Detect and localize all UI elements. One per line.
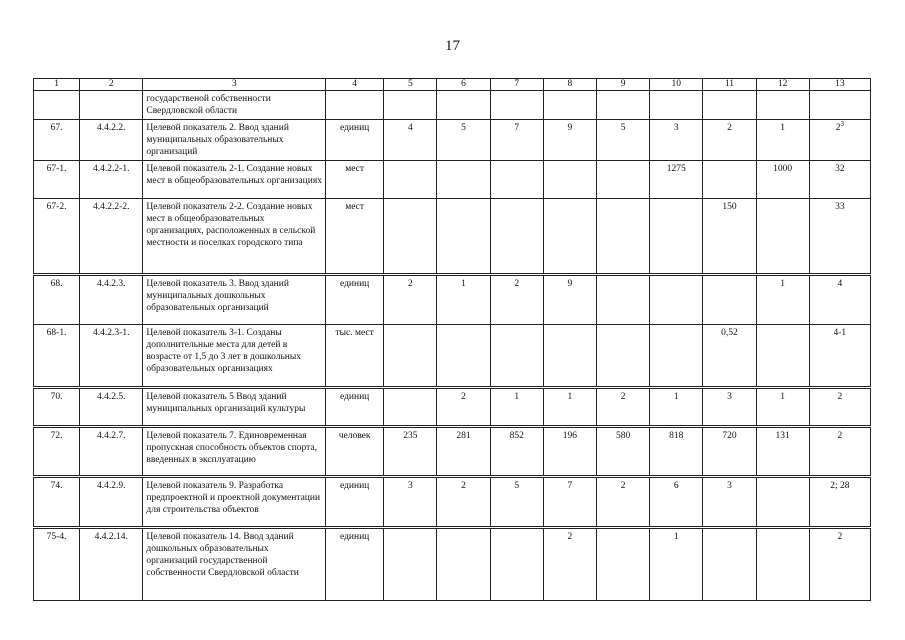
row-number-cell: 68. [34,275,80,325]
value-cell [703,275,756,325]
value-cell [756,477,809,528]
row-number-cell: 68-1. [34,325,80,388]
table-row [34,388,871,427]
value-cell [596,528,649,601]
row-number-cell [34,91,80,120]
value-cell [756,199,809,275]
value-cell [809,91,870,120]
value-cell [703,161,756,199]
unit-cell: мест [326,161,384,199]
value-cell [543,91,596,120]
column-number-cell: 13 [809,79,870,91]
indicator-name-cell: Целевой показатель 9. Разработка предпроектной и проектной документации для строительства объектов [143,477,326,528]
value-cell: 1 [490,388,543,427]
value-cell [596,91,649,120]
code-cell: 4.4.2.5. [80,388,143,427]
value-cell [490,528,543,601]
column-number-cell: 11 [703,79,756,91]
value-cell: 580 [596,427,649,477]
value-cell: 1 [650,528,703,601]
unit-cell: единиц [326,120,384,161]
code-cell: 4.4.2.2. [80,120,143,161]
row-number-cell: 74. [34,477,80,528]
unit-cell: единиц [326,477,384,528]
value-cell: 196 [543,427,596,477]
value-cell: 2; 28 [809,477,870,528]
value-cell: 1 [543,388,596,427]
unit-cell: человек [326,427,384,477]
column-number-cell: 2 [80,79,143,91]
value-cell: 1 [756,388,809,427]
value-cell [384,388,437,427]
column-number-cell: 10 [650,79,703,91]
code-cell: 4.4.2.2-2. [80,199,143,275]
code-cell: 4.4.2.2-1. [80,161,143,199]
value-cell [650,275,703,325]
unit-cell: мест [326,199,384,275]
code-cell: 4.4.2.3-1. [80,325,143,388]
value-cell [543,325,596,388]
value-cell [543,161,596,199]
value-cell: 1 [650,388,703,427]
unit-cell: тыс. мест [326,325,384,388]
value-cell [437,91,490,120]
value-cell [596,161,649,199]
value-cell: 4 [384,120,437,161]
value-cell [650,325,703,388]
indicator-name-cell: Целевой показатель 3-1. Созданы дополнительные места для детей в возрасте от 1,5 до 3 лет в дошкольных образовательных организациях [143,325,326,388]
value-cell: 2 [543,528,596,601]
value-cell: 1 [756,275,809,325]
value-cell [756,325,809,388]
row-number-cell: 70. [34,388,80,427]
value-cell [384,325,437,388]
value-cell [384,91,437,120]
column-number-cell: 9 [596,79,649,91]
value-cell: 1 [756,120,809,161]
column-number-cell: 12 [756,79,809,91]
value-cell: 150 [703,199,756,275]
indicators-table [33,78,871,601]
value-cell: 5 [437,120,490,161]
value-cell [543,199,596,275]
table-row [34,199,871,275]
table-row [34,477,871,528]
indicator-name-cell: Целевой показатель 2. Ввод зданий муниципальных образовательных организаций [143,120,326,161]
value-cell: 2 [384,275,437,325]
value-cell: 9 [543,275,596,325]
indicator-name-cell: Целевой показатель 2-1. Создание новых мест в общеобразовательных организациях [143,161,326,199]
unit-cell [326,91,384,120]
value-cell: 2 [596,388,649,427]
value-cell: 3 [384,477,437,528]
column-number-cell: 5 [384,79,437,91]
indicator-name-cell: Целевой показатель 3. Ввод зданий муниципальных дошкольных образовательных организаций [143,275,326,325]
value-cell [437,199,490,275]
column-number-cell: 6 [437,79,490,91]
value-cell: 1275 [650,161,703,199]
value-cell: 2 [809,427,870,477]
value-cell: 3 [650,120,703,161]
value-cell: 2 [490,275,543,325]
table-row [34,427,871,477]
value-cell: 4 [809,275,870,325]
value-cell [703,528,756,601]
value-cell: 33 [809,199,870,275]
indicator-name-cell: государственой собственности Свердловской области [143,91,326,120]
value-cell: 7 [490,120,543,161]
column-number-cell: 4 [326,79,384,91]
indicator-name-cell: Целевой показатель 14. Ввод зданий дошкольных образовательных организаций государственной собственности Свердловской области [143,528,326,601]
value-cell [384,528,437,601]
column-number-cell: 8 [543,79,596,91]
value-cell: 3 [703,477,756,528]
value-cell [596,199,649,275]
row-number-cell: 67-2. [34,199,80,275]
code-cell: 4.4.2.14. [80,528,143,601]
value-cell: 720 [703,427,756,477]
page-number: 17 [445,38,460,54]
value-cell: 2 [809,528,870,601]
value-cell: 1000 [756,161,809,199]
value-cell [596,325,649,388]
value-cell [384,199,437,275]
column-number-cell: 3 [143,79,326,91]
value-cell: 5 [596,120,649,161]
row-number-cell: 67-1. [34,161,80,199]
value-cell [703,91,756,120]
indicator-name-cell: Целевой показатель 7. Единовременная пропускная способность объектов спорта, введенных в эксплуатацию [143,427,326,477]
value-cell: 5 [490,477,543,528]
value-cell: 7 [543,477,596,528]
value-cell: 4-1 [809,325,870,388]
value-cell [437,161,490,199]
value-cell [490,161,543,199]
row-number-cell: 75-4. [34,528,80,601]
column-number-cell: 7 [490,79,543,91]
value-cell: $2^3$ [809,120,870,161]
table-row [34,91,871,120]
value-cell: 2 [596,477,649,528]
value-cell [490,199,543,275]
value-cell: 2 [703,120,756,161]
row-number-cell: 67. [34,120,80,161]
value-cell: 852 [490,427,543,477]
value-cell: 0,52 [703,325,756,388]
value-cell: 6 [650,477,703,528]
value-cell [437,528,490,601]
code-cell: 4.4.2.9. [80,477,143,528]
value-cell: 1 [437,275,490,325]
code-cell: 4.4.2.3. [80,275,143,325]
table-row [34,120,871,161]
value-cell [650,199,703,275]
indicator-name-cell: Целевой показатель 5 Ввод зданий муниципальных организаций культуры [143,388,326,427]
table-row [34,528,871,601]
value-cell: 235 [384,427,437,477]
value-cell [384,161,437,199]
table-header-row [34,79,871,91]
unit-cell: единиц [326,528,384,601]
code-cell [80,91,143,120]
footnote-marker: 3 [840,119,844,128]
value-cell [437,325,490,388]
value-cell: 32 [809,161,870,199]
indicator-name-cell: Целевой показатель 2-2. Создание новых мест в общеобразовательных организациях, расположенных в сельской местности и поселках городского типа [143,199,326,275]
value-cell [756,528,809,601]
table-row [34,325,871,388]
value-cell [650,91,703,120]
value-cell [490,325,543,388]
value-cell [756,91,809,120]
table-row [34,161,871,199]
value-cell: 2 [809,388,870,427]
value-cell: 2 [437,477,490,528]
table-row [34,275,871,325]
unit-cell: единиц [326,388,384,427]
value-cell: 3 [703,388,756,427]
value-cell [490,91,543,120]
unit-cell: единиц [326,275,384,325]
column-number-cell: 1 [34,79,80,91]
code-cell: 4.4.2.7. [80,427,143,477]
value-cell: 2 [437,388,490,427]
value-cell: 131 [756,427,809,477]
value-cell: 281 [437,427,490,477]
value-cell [596,275,649,325]
row-number-cell: 72. [34,427,80,477]
value-cell: 9 [543,120,596,161]
value-cell: 818 [650,427,703,477]
